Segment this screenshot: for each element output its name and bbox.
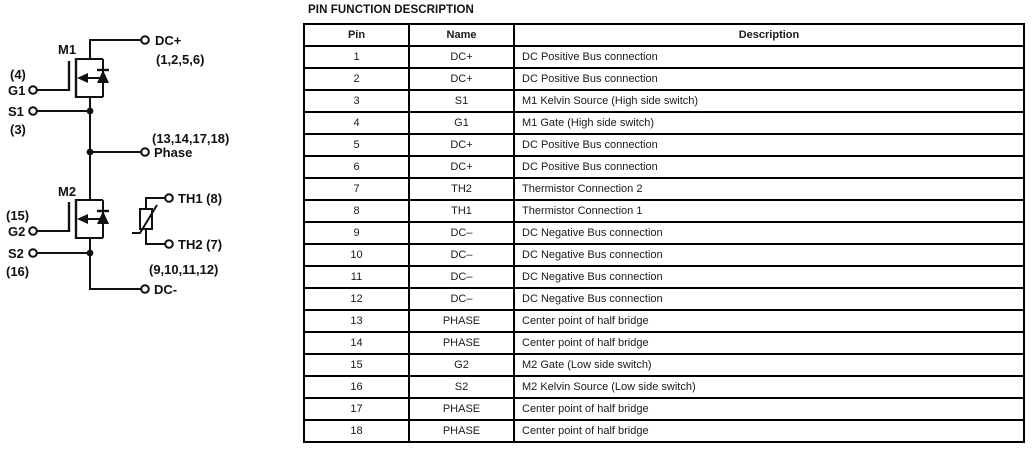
cell-description: DC Positive Bus connection bbox=[514, 68, 1024, 90]
cell-description: M1 Kelvin Source (High side switch) bbox=[514, 90, 1024, 112]
cell-name: PHASE bbox=[409, 332, 514, 354]
cell-name: DC– bbox=[409, 288, 514, 310]
table-row bbox=[304, 332, 1024, 354]
cell-description: DC Negative Bus connection bbox=[514, 288, 1024, 310]
terminal-g1 bbox=[29, 86, 37, 94]
terminal-dc-minus bbox=[141, 285, 149, 293]
label-s1: S1 bbox=[8, 104, 24, 119]
cell-description: Center point of half bridge bbox=[514, 332, 1024, 354]
cell-pin: 5 bbox=[304, 134, 409, 156]
cell-name: PHASE bbox=[409, 420, 514, 442]
cell-pin: 4 bbox=[304, 112, 409, 134]
junction-phase bbox=[87, 149, 94, 156]
table-row bbox=[304, 178, 1024, 200]
header-row bbox=[304, 24, 1024, 46]
half-bridge-schematic bbox=[0, 0, 300, 459]
cell-description: DC Positive Bus connection bbox=[514, 156, 1024, 178]
table-row bbox=[304, 200, 1024, 222]
label-phase-pins: (13,14,17,18) bbox=[152, 131, 230, 146]
cell-name: S2 bbox=[409, 376, 514, 398]
table-row bbox=[304, 398, 1024, 420]
cell-pin: 8 bbox=[304, 200, 409, 222]
pin-table-header bbox=[304, 24, 1024, 46]
label-g2-pin: (15) bbox=[6, 208, 30, 223]
table-row bbox=[304, 266, 1024, 288]
cell-pin: 14 bbox=[304, 332, 409, 354]
cell-pin: 7 bbox=[304, 178, 409, 200]
cell-pin: 15 bbox=[304, 354, 409, 376]
cell-name: DC+ bbox=[409, 68, 514, 90]
terminal-s2 bbox=[29, 249, 37, 257]
cell-pin: 3 bbox=[304, 90, 409, 112]
m2-arrow-head bbox=[77, 214, 88, 224]
table-row bbox=[304, 310, 1024, 332]
label-m2: M2 bbox=[58, 184, 77, 199]
pin-function-table bbox=[303, 23, 1025, 443]
cell-description: Center point of half bridge bbox=[514, 420, 1024, 442]
cell-description: M2 Gate (Low side switch) bbox=[514, 354, 1024, 376]
table-row bbox=[304, 112, 1024, 134]
thermistor-body bbox=[140, 209, 152, 229]
cell-description: Thermistor Connection 1 bbox=[514, 200, 1024, 222]
label-s2-pin: (16) bbox=[6, 264, 30, 279]
cell-name: G2 bbox=[409, 354, 514, 376]
table-row bbox=[304, 244, 1024, 266]
label-dc-plus-pins: (1,2,5,6) bbox=[156, 52, 205, 67]
label-m1: M1 bbox=[58, 42, 77, 57]
cell-pin: 13 bbox=[304, 310, 409, 332]
cell-pin: 11 bbox=[304, 266, 409, 288]
label-th2: TH2 (7) bbox=[178, 237, 223, 252]
cell-description: DC Negative Bus connection bbox=[514, 222, 1024, 244]
terminal-dc-plus bbox=[141, 36, 149, 44]
table-row bbox=[304, 68, 1024, 90]
m2-diode-triangle bbox=[97, 211, 109, 224]
table-row bbox=[304, 354, 1024, 376]
cell-pin: 9 bbox=[304, 222, 409, 244]
table-row bbox=[304, 222, 1024, 244]
cell-name: G1 bbox=[409, 112, 514, 134]
label-g2: G2 bbox=[8, 224, 26, 239]
mosfet-m2 bbox=[37, 199, 109, 239]
cell-pin: 17 bbox=[304, 398, 409, 420]
label-th1: TH1 (8) bbox=[178, 191, 223, 206]
cell-description: M2 Kelvin Source (Low side switch) bbox=[514, 376, 1024, 398]
pin-function-panel bbox=[303, 4, 1029, 443]
column-header-description: Description bbox=[514, 24, 1024, 46]
label-dc-minus-pins: (9,10,11,12) bbox=[149, 262, 219, 277]
cell-description: DC Positive Bus connection bbox=[514, 46, 1024, 68]
cell-description: Center point of half bridge bbox=[514, 310, 1024, 332]
label-s1-pin: (3) bbox=[10, 122, 26, 137]
table-row bbox=[304, 134, 1024, 156]
wire-dc-minus-rail bbox=[90, 238, 141, 289]
table-row bbox=[304, 288, 1024, 310]
pin-table-body bbox=[304, 46, 1024, 442]
cell-name: DC+ bbox=[409, 156, 514, 178]
terminal-g2 bbox=[29, 227, 37, 235]
table-title: PIN FUNCTION DESCRIPTION bbox=[308, 4, 474, 16]
thermistor-bottom-wire bbox=[146, 229, 165, 244]
cell-pin: 18 bbox=[304, 420, 409, 442]
junction-s2 bbox=[87, 250, 94, 257]
label-g1: G1 bbox=[8, 83, 26, 98]
mosfet-m1 bbox=[37, 58, 109, 98]
terminal-th2 bbox=[165, 240, 173, 248]
cell-pin: 10 bbox=[304, 244, 409, 266]
cell-pin: 12 bbox=[304, 288, 409, 310]
cell-pin: 2 bbox=[304, 68, 409, 90]
junction-s1 bbox=[87, 108, 94, 115]
cell-name: PHASE bbox=[409, 398, 514, 420]
column-header-name: Name bbox=[409, 24, 514, 46]
cell-name: TH2 bbox=[409, 178, 514, 200]
cell-name: PHASE bbox=[409, 310, 514, 332]
table-row bbox=[304, 156, 1024, 178]
cell-name: S1 bbox=[409, 90, 514, 112]
column-header-pin: Pin bbox=[304, 24, 409, 46]
terminal-phase bbox=[141, 148, 149, 156]
cell-description: DC Negative Bus connection bbox=[514, 244, 1024, 266]
m1-arrow-head bbox=[77, 73, 88, 83]
cell-name: DC+ bbox=[409, 134, 514, 156]
cell-description: Center point of half bridge bbox=[514, 398, 1024, 420]
terminal-th1 bbox=[165, 194, 173, 202]
label-dc-plus: DC+ bbox=[155, 33, 182, 48]
cell-pin: 1 bbox=[304, 46, 409, 68]
cell-pin: 6 bbox=[304, 156, 409, 178]
cell-description: DC Negative Bus connection bbox=[514, 266, 1024, 288]
wire-dc-plus-rail bbox=[90, 40, 141, 59]
table-row bbox=[304, 46, 1024, 68]
label-g1-pin: (4) bbox=[10, 67, 26, 82]
cell-name: DC– bbox=[409, 244, 514, 266]
cell-name: DC– bbox=[409, 222, 514, 244]
cell-name: DC– bbox=[409, 266, 514, 288]
table-row bbox=[304, 420, 1024, 442]
cell-pin: 16 bbox=[304, 376, 409, 398]
label-phase: Phase bbox=[154, 145, 193, 160]
terminal-s1 bbox=[29, 107, 37, 115]
m1-diode-triangle bbox=[97, 70, 109, 83]
cell-name: TH1 bbox=[409, 200, 514, 222]
label-s2: S2 bbox=[8, 246, 24, 261]
cell-description: DC Positive Bus connection bbox=[514, 134, 1024, 156]
label-dc-minus: DC- bbox=[154, 282, 178, 297]
cell-name: DC+ bbox=[409, 46, 514, 68]
cell-description: Thermistor Connection 2 bbox=[514, 178, 1024, 200]
cell-description: M1 Gate (High side switch) bbox=[514, 112, 1024, 134]
thermistor-symbol bbox=[132, 198, 165, 244]
table-row bbox=[304, 376, 1024, 398]
table-row bbox=[304, 90, 1024, 112]
